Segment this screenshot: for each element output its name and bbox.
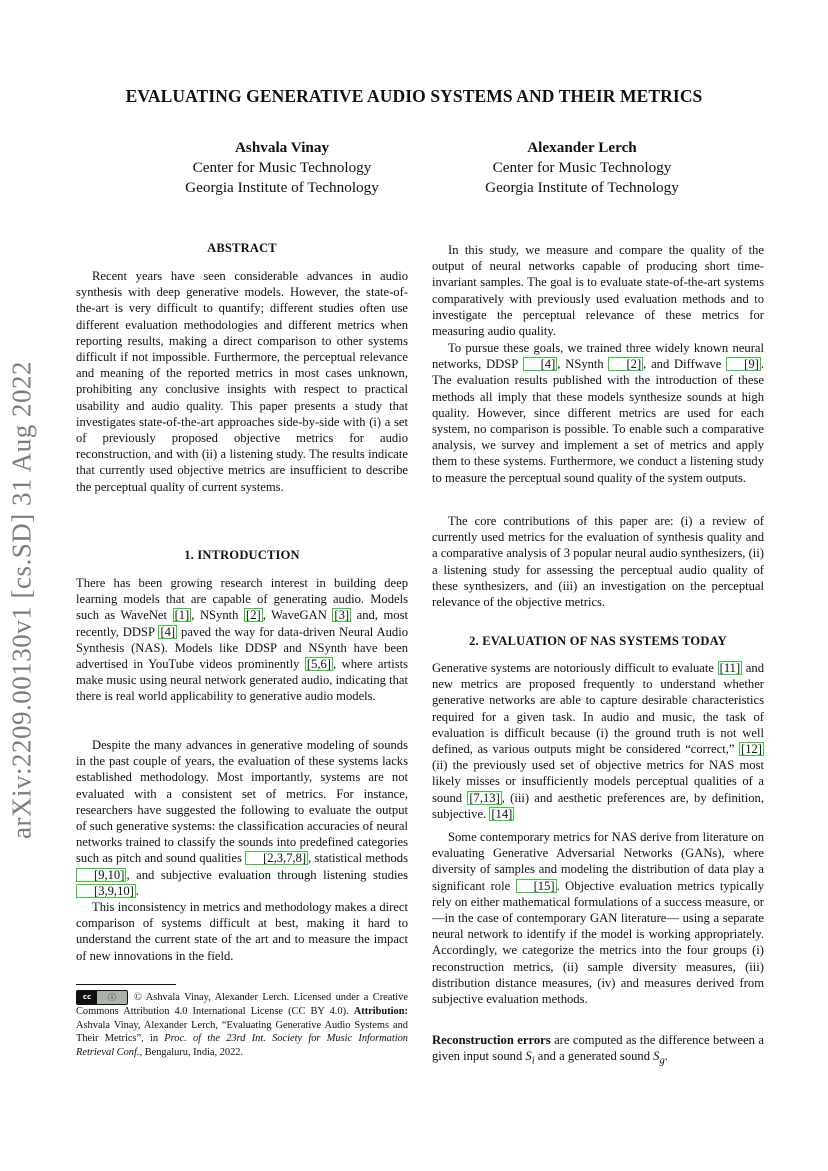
citation-link[interactable]: [1] (174, 608, 190, 623)
footnote-divider (76, 984, 176, 985)
arxiv-identifier: arXiv:2209.00130v1 [cs.SD] 31 Aug 2022 (6, 361, 37, 839)
intro-paragraph-3: This inconsistency in metrics and methodology makes a direct comparison of systems difficult at best, making it hard to understand the current state of the art and to measure the impact of new innovations in the field. (76, 900, 408, 963)
citation-link[interactable]: [5,6] (306, 657, 332, 672)
right-paragraph-2: To pursue these goals, we trained three widely known neural networks, DDSP [4] , NSynth [2] , and Diffwave [9] . The evaluation results published with the introduction of these methods all imply that these models synthesize sounds at high quality. However, since different metrics are used for each system, no comparison is possible. To enable such a comparative analysis, we survey and implement a set of metrics and apply them to these systems. Furthermore, we conduct a listening study to measure the perceptual sound quality of the system outputs. (432, 341, 764, 485)
author-block-1 (132, 138, 432, 198)
citation-link[interactable]: [2,3,7,8] (245, 851, 308, 865)
citation-link[interactable]: [3,9,10] (76, 884, 136, 898)
citation-link[interactable]: [4] (523, 357, 558, 371)
citation-link[interactable]: [14] (491, 806, 513, 821)
abstract-text: Recent years have seen considerable advances in audio synthesis with deep generative models. However, the state-of-the-art is very difficult to quantify; different studies often use different evaluation methodologies and different metrics when reporting results, making a direct comparison to other systems difficult if not impossible. Furthermore, the perceptual relevance and meaning of the reported metrics in most cases unknown, prohibiting any conclusive insights with respect to practical usability and audio quality. This paper presents a study that investigates state-of-the-art approaches side-by-side with (i) a set of previously proposed objective metrics for audio reconstruction, and with (ii) a listening study. The results indicate that currently used objective metrics are insufficient to describe the perceptual quality of current systems. (76, 269, 408, 494)
paper-title: EVALUATING GENERATIVE AUDIO SYSTEMS AND THEIR METRICS (125, 86, 703, 106)
intro-paragraph-1: There has been growing research interest in building deep learning models that are capable of generating audio. Models such as WaveNet [1] , NSynth [2] , WaveGAN [3] and, most recently, DDSP [4] paved the way for data-driven Neural Audio Synthesis (NAS). Models like DDSP and NSynth have been advertised in YouTube videos prominently [5,6] , where artists make music using neural network generated audio, indicating that there is real world applicability to generative audio models. (76, 576, 409, 704)
author-affiliation: Center for Music Technology (192, 159, 372, 176)
citation-link[interactable]: [4] (160, 624, 176, 639)
author-name: Ashvala Vinay (234, 139, 330, 156)
author-affiliation: Georgia Institute of Technology (485, 179, 679, 196)
citation-link[interactable]: [7,13] (469, 790, 500, 805)
section-2-paragraph-3: Reconstruction errors are computed as the difference between a given input sound $S_i$ and a generated sound $S_g$. (432, 1033, 764, 1067)
citation-link[interactable]: [12] (741, 742, 762, 757)
right-paragraph-3: The core contributions of this paper are: (i) a review of currently used metrics for the evaluation of synthesis quality and a comparative analysis of 3 popular neural audio synthesizers, (ii) a listening study for assessing the perceptual audio quality of these synthesizers, and (iii) an investigation on the perceptual relevance of the objective metrics. (432, 514, 764, 610)
author-name: Alexander Lerch (527, 139, 637, 156)
citation-link[interactable]: [2] (246, 608, 261, 623)
introduction-heading: 1. INTRODUCTION (184, 548, 300, 562)
section-2-paragraph-2: Some contemporary metrics for NAS derive from literature on evaluating Generative Adversarial Networks (GANs), where diversity of samples and modeling the distribution of data play a significant role [15] . Objective evaluation metrics typically rely on either mathematical formulations of a success measure, or —in the case of contemporary GAN literature— using a separate neural network to identify if the model is working appropriately. Accordingly, we categorize the metrics into the four groups (i) reconstruction metrics, (ii) sample diversity measures, (iii) distribution distance measures, (iv) and measures derived from subjective evaluation methods. (432, 830, 764, 1007)
author-affiliation: Georgia Institute of Technology (185, 179, 379, 196)
author-affiliation: Center for Music Technology (492, 159, 672, 176)
section-2-paragraph-1: Generative systems are notoriously difficult to evaluate [11] and new metrics are proposed frequently to understand whether generative networks are able to capture desirable characteristics required for a given task. In audio and music, the task of evaluation is difficult because (i) the ground truth is not well defined, as various outputs might be considered “correct,” [12] (ii) the previously used set of objective metrics for NAS most likely misses or insufficiently models perceptual qualities of a sound [7,13] , (iii) and aesthetic preferences are, by definition, subjective. [14] (432, 661, 764, 821)
right-paragraph-1: In this study, we measure and compare the quality of the output of neural networks capable of producing short time-invariant samples. The goal is to evaluate state-of-the-art systems comparatively with previously used evaluation methods and to investigate the perceptual relevance of these metrics for measuring audio quality. (432, 243, 764, 339)
license-footnote: cc ⓘ © Ashvala Vinay, Alexander Lerch. Licensed under a Creative Commons Attribution 4.0 International License (CC BY 4.0). Attribution: Ashvala Vinay, Alexander Lerch, “Evaluating Generative Audio Systems and Their Metrics”, in Proc. of the 23rd Int. Society for Music Information Retrieval Conf., Bengaluru, India, 2022. (76, 991, 408, 1058)
author-block-2 (432, 138, 732, 198)
section-2-heading: 2. EVALUATION OF NAS SYSTEMS TODAY (469, 634, 727, 648)
citation-link[interactable]: [2] (608, 357, 643, 371)
citation-link[interactable]: [3] (334, 608, 350, 623)
citation-link[interactable]: [15] (516, 879, 557, 893)
intro-paragraph-2: Despite the many advances in generative modeling of sounds in the past couple of years, the evaluation of these systems lacks established methodology. Most importantly, systems are not evaluated with a consistent set of metrics. For instance, researchers have suggested the following to evaluate the output of such generative systems: the classification accuracies of neural networks trained to classify the sounds into predefined categories such as pitch and sound qualities [2,3,7,8] , statistical methods [9,10] , and subjective evaluation through listening studies [3,9,10] . (76, 738, 408, 898)
abstract-heading: ABSTRACT (207, 241, 277, 255)
cc-license-icon: cc ⓘ (76, 990, 128, 1005)
citation-link[interactable]: [9,10] (76, 868, 126, 882)
citation-link[interactable]: [11] (719, 661, 741, 675)
citation-link[interactable]: [9] (726, 357, 761, 371)
